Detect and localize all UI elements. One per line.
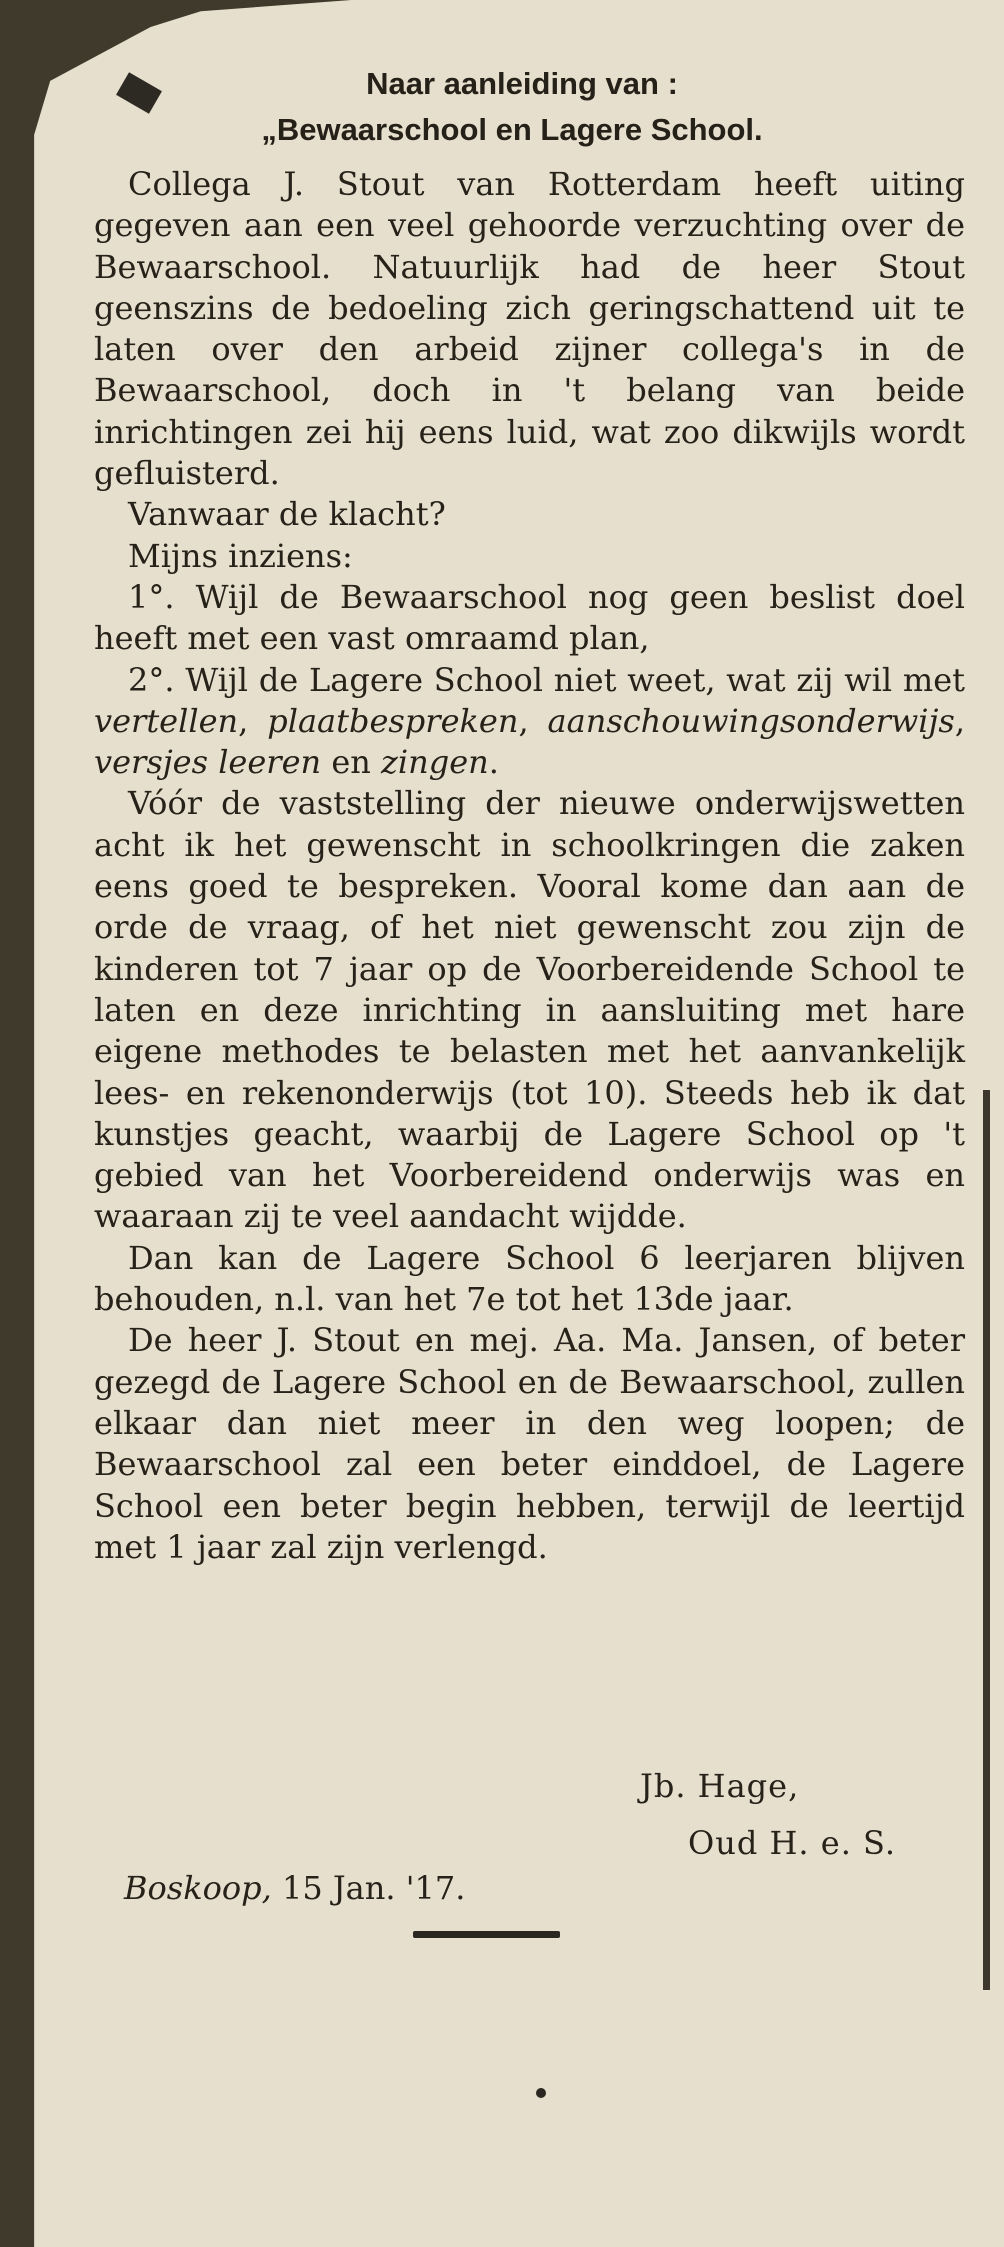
article-body [94,164,965,1568]
paragraph-7: Dan kan de Lagere School 6 leerjaren blijven behouden, n.l. van het 7e tot het 13de jaar. [94,1238,965,1319]
paragraph-8: De heer J. Stout en mej. Aa. Ma. Jansen, of beter gezegd de Lagere School en de Bewaarschool, zullen elkaar dan niet meer in den weg loopen; de Bewaarschool zal een beter einddoel, de Lagere School een beter begin hebben, terwijl de leertijd met 1 jaar zal zijn verlengd. [94,1321,965,1566]
italic-vertellen: vertellen [94,701,239,740]
signature-title: Oud H. e. S. [688,1824,896,1862]
paragraph-6: Vóór de vaststelling der nieuwe onderwijswetten acht ik het gewenscht in schoolkringen die zaken eens goed te bespreken. Vooral kome dan aan de orde de vraag, of het niet gewenscht zou zijn de kinderen tot 7 jaar op de Voorbereidende School te laten en deze inrichting in aansluiting met hare eigene methodes te belasten met het aanvankelijk lees- en rekenonderwijs (tot 10). Steeds heb ik dat kunstjes geacht, waarbij de Lagere School op 't gebied van het Voorbereidend onderwijs was en waaraan zij te veel aandacht wijdde. [94,784,965,1236]
paragraph-1: Collega J. Stout van Rotterdam heeft uiting gegeven aan een veel gehoorde verzuchting over de Bewaarschool. Natuurlijk had de heer Stout geenszins de bedoeling zich geringschattend uit te laten over den arbeid zijner collega's in de Bewaarschool, doch in 't belang van beide inrichtingen zei hij eens luid, wat zoo dikwijls wordt gefluisterd. [94,165,965,493]
end-rule [413,1931,560,1938]
italic-aanschouwingsonderwijs: aanschouwingsonderwijs [547,701,955,740]
signature-name: Jb. Hage, [640,1767,800,1805]
paragraph-3: Mijns inziens: [128,536,353,575]
italic-plaatbespreken: plaatbespreken [267,701,519,740]
paragraph-5-and: en [331,743,371,782]
paragraph-5-lead: 2°. Wijl de Lagere School niet weet, wat zij wil met [128,660,965,699]
italic-zingen: zingen [381,743,489,782]
paragraph-2: Vanwaar de klacht? [128,495,446,534]
headline-line-1: Naar aanleiding van : [366,66,678,101]
ink-dot [536,2088,546,2098]
clipping-edge [983,1090,990,1990]
dateline [124,1869,465,1907]
dateline-place: Boskoop, [124,1869,272,1907]
headline-line-2: „Bewaarschool en Lagere School. [261,112,763,147]
paragraph-5: 2°. Wijl de Lagere School niet weet, wat zij wil met vertellen, plaatbespreken, aanschouwingsonderwijs, versjes leeren en zingen. [94,660,966,782]
dateline-date: 15 Jan. '17. [281,1869,466,1907]
paragraph-4: 1°. Wijl de Bewaarschool nog geen beslist doel heeft met een vast omraamd plan, [94,577,965,658]
italic-versjes-leeren: versjes leeren [94,743,322,782]
